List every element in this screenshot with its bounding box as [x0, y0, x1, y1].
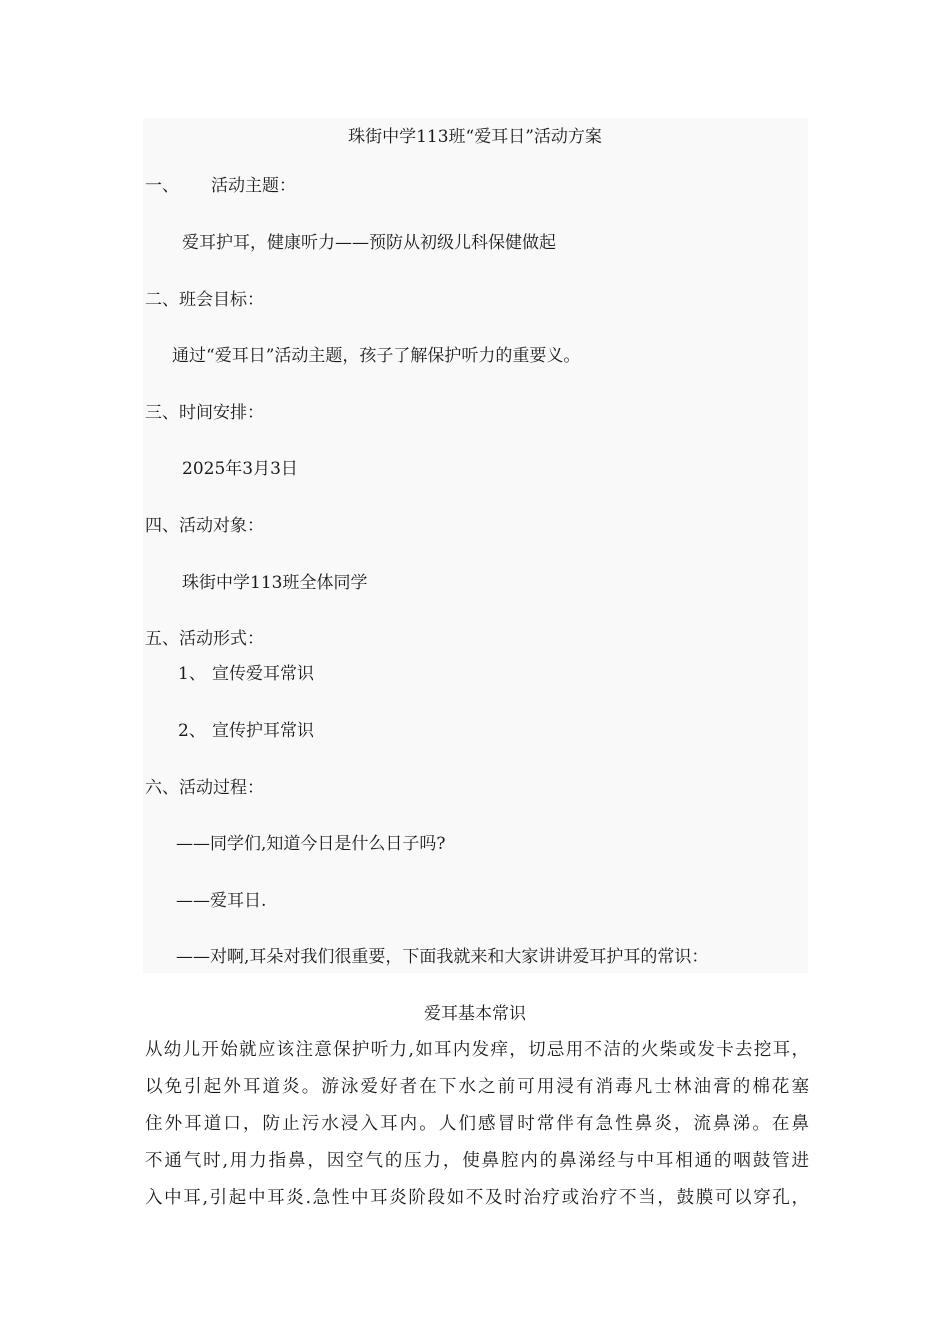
paragraph-line-4: 不通气时,用力指鼻，因空气的压力，使鼻腔内的鼻涕经与中耳相通的咽鼓管进 [145, 1151, 809, 1171]
section-6-heading: 六、活动过程： [145, 778, 264, 798]
section-4-content: 珠街中学113班全体同学 [182, 573, 368, 593]
section-5-heading: 五、活动形式： [145, 629, 264, 649]
section-1-label: 活动主题： [211, 176, 296, 196]
dialogue-line-1: ——同学们,知道今日是什么日子吗? [176, 834, 446, 854]
document-title: 珠街中学113班“爱耳日”活动方案 [348, 127, 602, 147]
section-4-heading: 四、活动对象： [145, 516, 264, 536]
section-1-number: 一、 [145, 176, 179, 196]
section-2-heading: 二、班会目标： [145, 290, 264, 310]
item-text: 宣传护耳常识 [212, 721, 314, 741]
section-5-item-2 [178, 720, 314, 742]
item-text: 宣传爱耳常识 [212, 664, 314, 684]
section-3-heading: 三、时间安排： [145, 403, 264, 423]
section-2-content: 通过“爱耳日”活动主题，孩子了解保护听力的重要义。 [172, 346, 581, 366]
paragraph-line-2: 以免引起外耳道炎。游泳爱好者在下水之前可用浸有消毒凡士林油膏的棉花塞 [145, 1077, 809, 1097]
knowledge-title: 爱耳基本常识 [424, 1004, 526, 1024]
paragraph-line-1: 从幼儿开始就应该注意保护听力,如耳内发痒，切忌用不洁的火柴或发卡去挖耳， [145, 1040, 809, 1060]
section-1-heading [145, 175, 296, 197]
dialogue-line-3: ——对啊,耳朵对我们很重要，下面我就来和大家讲讲爱耳护耳的常识： [176, 947, 709, 967]
section-1-content: 爱耳护耳，健康听力——预防从初级儿科保健做起 [182, 233, 556, 253]
section-5-item-1 [178, 663, 314, 685]
section-3-content: 2025年3月3日 [182, 459, 298, 479]
item-number: 2、 [178, 721, 206, 741]
item-number: 1、 [178, 664, 206, 684]
paragraph-line-3: 住外耳道口，防止污水浸入耳内。人们感冒时常伴有急性鼻炎，流鼻涕。在鼻 [145, 1114, 809, 1134]
dialogue-line-2: ——爱耳日. [176, 891, 267, 911]
paragraph-line-5: 入中耳,引起中耳炎.急性中耳炎阶段如不及时治疗或治疗不当，鼓膜可以穿孔， [145, 1188, 809, 1208]
